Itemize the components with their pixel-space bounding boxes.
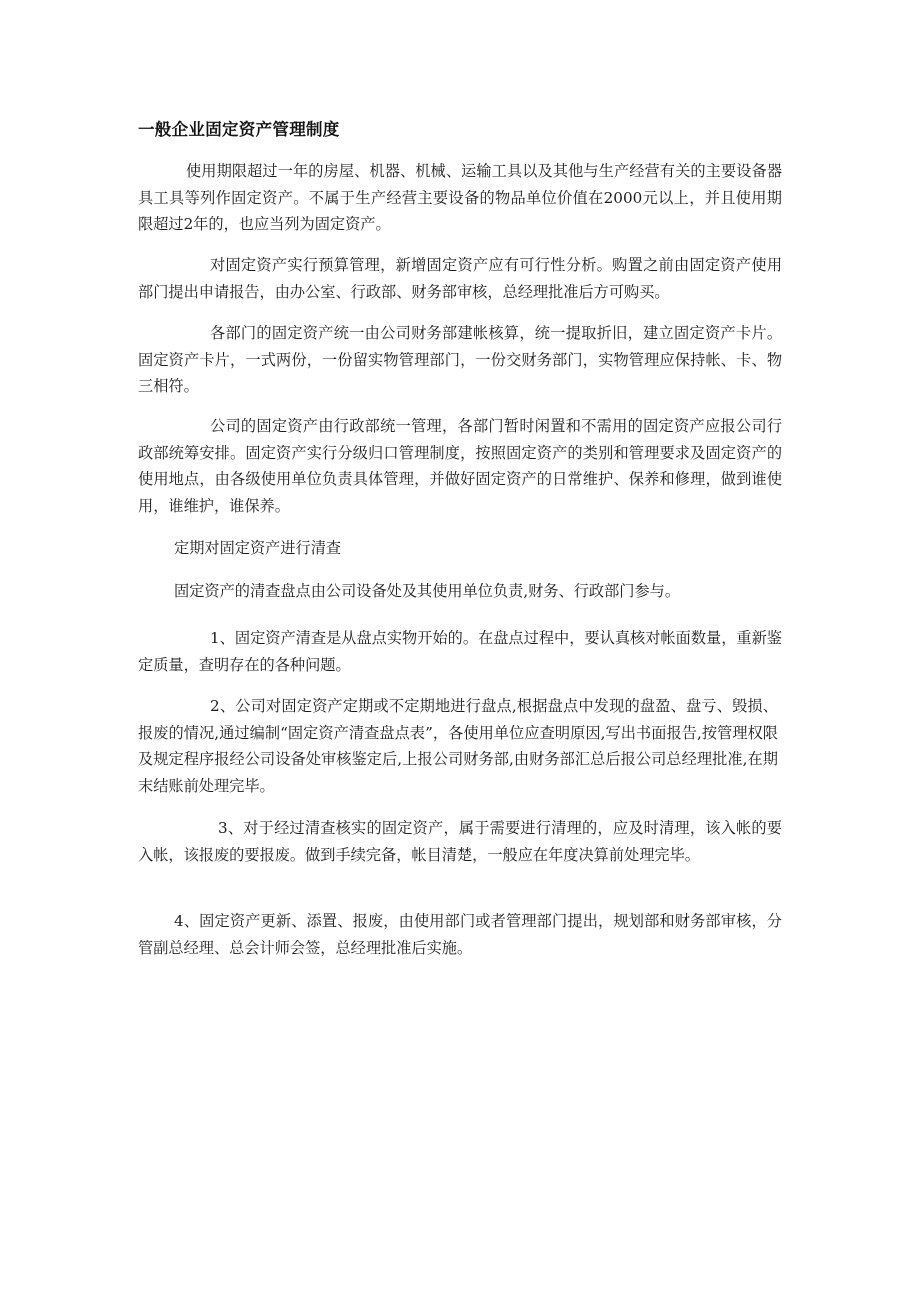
document-title: 一般企业固定资产管理制度 — [138, 120, 340, 139]
paragraph-item-1: 1、固定资产清查是从盘点实物开始的。在盘点过程中，要认真核对帐面数量，重新鉴定质量，查明存在的各种问题。 — [138, 629, 782, 674]
paragraph-administration-management: 公司的固定资产由行政部统一管理，各部门暂时闲置和不需用的固定资产应报公司行政部统筹安排。固定资产实行分级归口管理制度，按照固定资产的类别和管理要求及固定资产的使用地点，由各级使用单位负责具体管理，并做好固定资产的日常维护、保养和修理，做到谁使用，谁维护，谁保养。 — [138, 417, 782, 515]
paragraph-fixed-asset-definition: 使用期限超过一年的房屋、机器、机械、运输工具以及其他与生产经营有关的主要设备器具工具等列作固定资产。不属于生产经营主要设备的物品单位价值在2000元以上，并且使用期限超过2年的，也应当列为固定资产。 — [138, 162, 782, 233]
paragraph-accounting-cards: 各部门的固定资产统一由公司财务部建帐核算，统一提取折旧，建立固定资产卡片。固定资产卡片，一式两份，一份留实物管理部门，一份交财务部门，实物管理应保持帐、卡、物三相符。 — [138, 324, 782, 395]
paragraph-periodic-inventory-heading: 定期对固定资产进行清查 — [174, 539, 342, 557]
paragraph-inventory-responsibility: 固定资产的清查盘点由公司设备处及其使用单位负责,财务、行政部门参与。 — [174, 582, 681, 600]
paragraph-item-3: 3、对于经过清查核实的固定资产，属于需要进行清理的，应及时清理，该入帐的要入帐，该报废的要报废。做到手续完备，帐目清楚，一般应在年度决算前处理完毕。 — [138, 819, 782, 864]
paragraph-item-4: 4、固定资产更新、添置、报废，由使用部门或者管理部门提出，规划部和财务部审核，分管副总经理、总会计师会签，总经理批准后实施。 — [138, 912, 782, 957]
paragraph-item-2: 2、公司对固定资产定期或不定期地进行盘点,根据盘点中发现的盘盈、盘亏、毁损、报废的情况,通过编制“固定资产清查盘点表”，各使用单位应查明原因,写出书面报告,按管理权限及规定程序报经公司设备处审核鉴定后,上报公司财务部,由财务部汇总后报公司总经理批准,在期末结账前处理完毕。 — [138, 697, 778, 795]
paragraph-budget-management: 对固定资产实行预算管理，新增固定资产应有可行性分析。购置之前由固定资产使用部门提出申请报告，由办公室、行政部、财务部审核，总经理批准后方可购买。 — [138, 256, 782, 301]
